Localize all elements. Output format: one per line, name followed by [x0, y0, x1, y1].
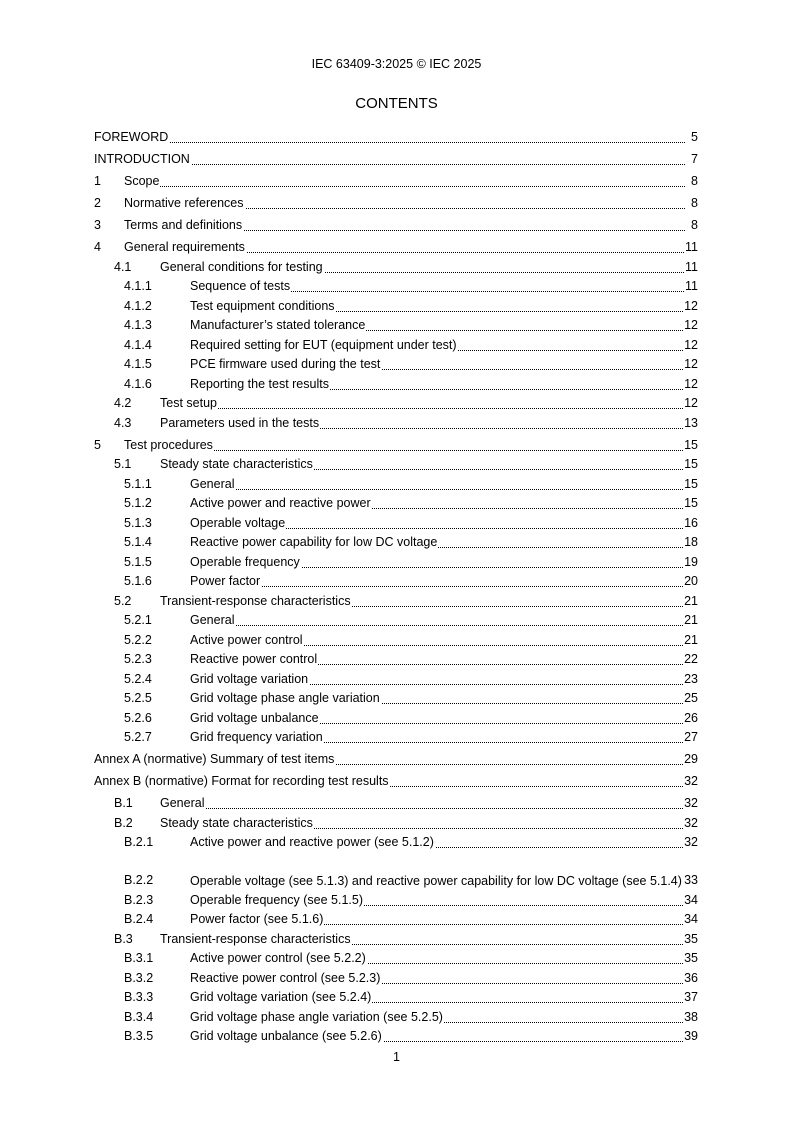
toc-entry[interactable]	[94, 512, 698, 532]
toc-entry-leader	[160, 415, 683, 432]
toc-entry-number: 5.2	[114, 593, 132, 608]
toc-entry-leader	[190, 1009, 683, 1026]
toc-entry[interactable]	[94, 124, 698, 146]
toc-entry-number: 1	[94, 174, 101, 188]
toc-entry-label: Power factor (see 5.1.6)	[190, 912, 324, 926]
toc-entry-page: 12	[684, 298, 698, 313]
toc-entry[interactable]	[94, 454, 698, 474]
toc-entry-page: 27	[684, 730, 698, 744]
toc-entry-label: Annex A (normative) Summary of test items	[94, 752, 335, 766]
page-title: CONTENTS	[355, 95, 438, 112]
toc-entry-number: 4.1.4	[124, 337, 152, 352]
toc-entry-number: 5.2.2	[124, 632, 152, 647]
toc-entry[interactable]	[94, 889, 698, 909]
toc-entry[interactable]	[94, 727, 698, 747]
toc-entry-leader	[190, 950, 683, 967]
toc-entry-leader	[190, 729, 683, 746]
toc-entry[interactable]	[94, 851, 698, 889]
toc-entry-number: 5.1.4	[124, 535, 152, 549]
toc-entry-leader	[190, 534, 683, 551]
toc-entry[interactable]	[94, 1006, 698, 1026]
toc-entry-page: 32	[684, 796, 698, 810]
toc-entry-label: Grid voltage variation (see 5.2.4)	[190, 990, 372, 1004]
toc-entry-label: Reactive power control	[190, 652, 318, 666]
toc-entry-number: B.2.4	[124, 912, 154, 926]
toc-entry-leader	[160, 593, 683, 610]
toc-entry-number: 4	[94, 240, 101, 254]
toc-entry-page: 25	[684, 691, 698, 705]
toc-entry-number: 4.1.6	[124, 376, 152, 391]
toc-entry-page: 15	[684, 457, 698, 471]
toc-entry-number: B.3.2	[124, 970, 154, 985]
toc-entry-page: 22	[684, 652, 698, 666]
toc-entry-leader	[190, 515, 683, 532]
toc-entry-label: Manufacturer’s stated tolerance	[190, 318, 366, 332]
toc-entry-label: Transient-response characteristics	[160, 931, 351, 946]
toc-entry-label: INTRODUCTION	[94, 152, 190, 166]
toc-entry-page: 29	[684, 752, 698, 766]
toc-entry-label: Reactive power capability for low DC voltage	[190, 535, 438, 549]
toc-entry-label: Test procedures	[124, 437, 213, 452]
toc-entry-number: 4.1.2	[124, 298, 152, 313]
toc-entry-leader	[160, 795, 683, 812]
toc-entry-leader	[190, 298, 683, 315]
toc-entry[interactable]	[94, 473, 698, 493]
toc-entry-leader	[160, 456, 683, 473]
toc-entry-page: 5	[685, 129, 698, 146]
toc-entry-page: 21	[684, 613, 698, 627]
toc-entry[interactable]	[94, 412, 698, 432]
toc-entry-leader	[124, 217, 685, 234]
toc-entry-page: 32	[684, 774, 698, 788]
toc-entry[interactable]	[94, 812, 698, 832]
toc-entry-page: 12	[684, 376, 698, 391]
table-of-contents	[94, 124, 698, 1045]
toc-entry-page: 35	[684, 951, 698, 965]
toc-entry[interactable]	[94, 987, 698, 1007]
toc-entry-number: 5.2.4	[124, 671, 152, 686]
toc-entry-leader	[160, 931, 683, 948]
toc-entry[interactable]	[94, 688, 698, 708]
toc-entry-leader	[190, 1028, 683, 1045]
toc-entry-page: 26	[684, 710, 698, 725]
toc-entry-label: Normative references	[124, 196, 244, 210]
toc-entry-label: Operable voltage	[190, 515, 286, 530]
toc-entry-page: 15	[684, 437, 698, 452]
toc-entry-page: 8	[685, 217, 698, 234]
toc-entry-number: 4.1.3	[124, 318, 152, 332]
toc-entry-number: 4.1.5	[124, 357, 152, 371]
toc-entry-leader	[160, 395, 683, 412]
toc-entry-number: 5.2.3	[124, 652, 152, 666]
toc-entry-label: Active power and reactive power (see 5.1.2)	[190, 835, 434, 849]
toc-entry-number: 5.2.1	[124, 613, 152, 627]
toc-entry-page: 12	[684, 337, 698, 352]
toc-entry-number: B.3	[114, 931, 133, 946]
toc-entry-leader	[190, 317, 683, 334]
toc-entry-leader	[190, 834, 683, 851]
toc-entry-page: 34	[684, 892, 698, 907]
toc-entry-leader	[190, 671, 683, 688]
toc-entry-page: 15	[684, 476, 698, 491]
toc-entry[interactable]	[94, 532, 698, 552]
toc-entry-label: Grid voltage phase angle variation	[190, 691, 380, 705]
toc-entry[interactable]	[94, 256, 698, 276]
toc-entry-number: 4.2	[114, 396, 132, 410]
toc-entry-leader	[190, 337, 683, 354]
toc-entry[interactable]	[94, 190, 698, 212]
toc-entry-page: 11	[685, 240, 698, 254]
toc-entry-number: 5.1	[114, 457, 132, 471]
toc-entry[interactable]	[94, 629, 698, 649]
toc-entry-leader	[190, 989, 683, 1006]
toc-entry-number: 5	[94, 437, 101, 452]
toc-entry-label: Transient-response characteristics	[160, 593, 351, 608]
toc-entry-page: 13	[684, 415, 698, 430]
toc-entry-page: 8	[685, 195, 698, 212]
toc-entry-leader	[190, 573, 683, 590]
toc-entry-number: B.3.1	[124, 951, 154, 965]
toc-entry-label: Steady state characteristics	[160, 457, 313, 471]
toc-entry[interactable]	[94, 432, 698, 454]
toc-entry-leader	[190, 476, 683, 493]
toc-entry-label: Active power control	[190, 632, 303, 647]
toc-entry-number: 4.1	[114, 259, 132, 274]
toc-entry-label: Grid voltage variation	[190, 671, 309, 686]
toc-entry-number: 5.1.5	[124, 554, 152, 569]
toc-entry-label: Required setting for EUT (equipment under test)	[190, 337, 457, 352]
page-number: 1	[393, 1050, 400, 1064]
toc-entry-leader	[190, 612, 683, 629]
toc-entry-label: Scope	[124, 174, 160, 188]
toc-entry[interactable]	[94, 334, 698, 354]
toc-entry[interactable]	[94, 768, 698, 790]
toc-entry-page: 7	[685, 151, 698, 168]
toc-entry-label: Active power control (see 5.2.2)	[190, 951, 366, 965]
toc-entry[interactable]	[94, 610, 698, 630]
toc-entry-page: 19	[684, 554, 698, 569]
toc-entry-page: 33	[684, 873, 698, 887]
toc-entry-label: Test setup	[160, 396, 217, 410]
toc-entry-label: Parameters used in the tests	[160, 415, 320, 430]
toc-entry-leader	[190, 495, 683, 512]
toc-entry-number: B.2	[114, 815, 133, 830]
toc-entry-page: 11	[685, 279, 698, 293]
toc-entry[interactable]	[94, 373, 698, 393]
toc-entry[interactable]	[94, 571, 698, 591]
toc-entry-page: 12	[684, 357, 698, 371]
toc-entry-number: 5.1.3	[124, 515, 152, 530]
toc-entry[interactable]	[94, 832, 698, 852]
toc-entry-leader	[124, 195, 685, 212]
toc-entry-page: 12	[684, 318, 698, 332]
toc-entry-leader	[190, 278, 684, 295]
toc-entry-label: Annex B (normative) Format for recording test results	[94, 774, 389, 788]
toc-entry-number: B.1	[114, 796, 133, 810]
toc-entry[interactable]	[94, 649, 698, 669]
toc-entry-label: General	[190, 476, 235, 491]
toc-entry[interactable]	[94, 1026, 698, 1046]
toc-entry-page: 21	[684, 593, 698, 608]
toc-entry-leader	[190, 970, 683, 987]
toc-entry-page: 34	[684, 912, 698, 926]
toc-entry-leader	[190, 892, 683, 909]
toc-entry-number: 5.1.2	[124, 496, 152, 510]
document-header: IEC 63409-3:2025 © IEC 2025	[311, 57, 482, 71]
toc-entry[interactable]	[94, 967, 698, 987]
toc-entry-number: B.2.1	[124, 835, 154, 849]
toc-entry-label: Steady state characteristics	[160, 815, 313, 830]
toc-entry-page: 15	[684, 496, 698, 510]
toc-entry[interactable]	[94, 354, 698, 374]
toc-entry-leader	[190, 651, 683, 668]
toc-entry-leader	[124, 437, 683, 454]
toc-entry-label: General conditions for testing	[160, 259, 323, 274]
toc-entry-label: Reporting the test results	[190, 376, 329, 391]
toc-entry-number: 2	[94, 196, 101, 210]
toc-entry[interactable]	[94, 590, 698, 610]
toc-entry-page: 11	[685, 259, 698, 274]
toc-entry-label: General requirements	[124, 240, 245, 254]
toc-entry-number: 4.3	[114, 415, 132, 430]
toc-entry-number: B.3.4	[124, 1009, 154, 1024]
toc-entry-page: 23	[684, 671, 698, 686]
toc-entry-label: Sequence of tests	[190, 279, 291, 293]
toc-entry[interactable]	[94, 928, 698, 948]
toc-entry-page: 35	[684, 931, 698, 946]
toc-entry-number: 5.1.6	[124, 574, 152, 588]
toc-entry-label: Grid voltage unbalance (see 5.2.6)	[190, 1029, 382, 1043]
toc-entry-label: Grid frequency variation	[190, 730, 323, 744]
toc-entry-number: 5.2.5	[124, 691, 152, 705]
toc-entry-leader	[124, 173, 685, 190]
toc-entry-number: 5.1.1	[124, 476, 152, 491]
toc-entry-leader	[94, 129, 685, 146]
toc-entry[interactable]	[94, 790, 698, 812]
toc-entry-page: 36	[684, 970, 698, 985]
toc-entry[interactable]	[94, 707, 698, 727]
toc-entry-leader	[94, 151, 685, 168]
toc-entry-page: 38	[684, 1009, 698, 1024]
toc-entry-leader	[190, 376, 683, 393]
toc-entry-page: 39	[684, 1029, 698, 1043]
toc-entry-page: 21	[684, 632, 698, 647]
toc-entry-page: 16	[684, 515, 698, 530]
toc-entry-page: 8	[685, 173, 698, 190]
toc-entry-page: 37	[684, 990, 698, 1004]
toc-entry-page: 18	[684, 535, 698, 549]
toc-entry-label: Terms and definitions	[124, 218, 243, 232]
toc-entry-number: 5.2.6	[124, 710, 152, 725]
toc-entry[interactable]	[94, 276, 698, 296]
toc-entry[interactable]	[94, 212, 698, 234]
toc-entry-leader	[190, 690, 683, 707]
toc-entry[interactable]	[94, 315, 698, 335]
toc-entry-page: 32	[684, 815, 698, 830]
toc-entry[interactable]	[94, 146, 698, 168]
toc-entry-leader	[94, 751, 683, 768]
toc-entry-label: General	[160, 796, 205, 810]
toc-entry-leader	[190, 911, 683, 928]
toc-entry[interactable]	[94, 551, 698, 571]
toc-entry-label: Operable frequency	[190, 554, 300, 569]
toc-entry-number: 5.2.7	[124, 730, 152, 744]
toc-entry-label: FOREWORD	[94, 130, 169, 144]
toc-entry-label: Operable voltage (see 5.1.3) and reactive power capability for low DC voltage (see 5.1.4)	[190, 874, 682, 888]
toc-entry-page: 12	[684, 396, 698, 410]
toc-entry-leader	[190, 632, 683, 649]
toc-entry-number: B.3.5	[124, 1029, 154, 1043]
toc-entry-leader	[160, 259, 684, 276]
toc-entry-label: Grid voltage unbalance	[190, 710, 319, 725]
toc-entry[interactable]	[94, 295, 698, 315]
toc-entry-page: 20	[684, 574, 698, 588]
toc-entry-number: B.2.3	[124, 892, 154, 907]
toc-entry[interactable]	[94, 668, 698, 688]
toc-entry-label: Test equipment conditions	[190, 298, 335, 313]
toc-entry-number: B.2.2	[124, 873, 154, 887]
toc-entry[interactable]	[94, 948, 698, 968]
toc-entry[interactable]	[94, 746, 698, 768]
toc-entry-label: PCE firmware used during the test	[190, 357, 381, 371]
toc-entry[interactable]	[94, 909, 698, 929]
toc-entry-label: General	[190, 613, 235, 627]
toc-entry-leader	[190, 554, 683, 571]
toc-entry-label: Active power and reactive power	[190, 496, 371, 510]
toc-entry-label: Reactive power control (see 5.2.3)	[190, 970, 381, 985]
toc-entry[interactable]	[94, 393, 698, 413]
toc-entry[interactable]	[94, 234, 698, 256]
toc-entry-label: Power factor	[190, 574, 261, 588]
toc-entry-leader	[160, 815, 683, 832]
toc-entry[interactable]	[94, 168, 698, 190]
toc-entry-number: 4.1.1	[124, 279, 152, 293]
toc-entry-number: B.3.3	[124, 990, 154, 1004]
toc-entry-label: Operable frequency (see 5.1.5)	[190, 892, 364, 907]
toc-entry-number: 3	[94, 218, 101, 232]
toc-entry-leader	[190, 710, 683, 727]
toc-entry-label: Grid voltage phase angle variation (see 5.2.5)	[190, 1009, 443, 1024]
toc-entry-leader	[190, 356, 683, 373]
toc-entry[interactable]	[94, 493, 698, 513]
toc-entry-page: 32	[684, 835, 698, 849]
toc-entry-leader	[190, 873, 683, 889]
toc-entry-leader	[94, 773, 683, 790]
toc-entry-leader	[124, 239, 684, 256]
